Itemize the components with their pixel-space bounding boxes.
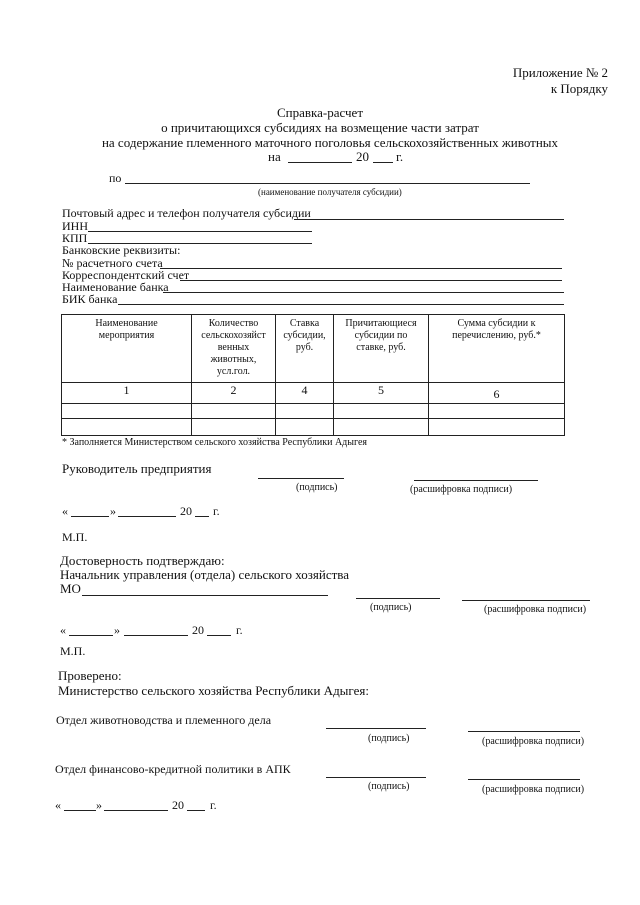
recipient-label: по: [109, 171, 122, 185]
table-cell[interactable]: [276, 419, 334, 436]
table-cell[interactable]: [62, 404, 192, 419]
column-number: 6: [429, 383, 565, 404]
period-year-blank[interactable]: [373, 162, 393, 163]
appendix-number: Приложение № 2: [512, 65, 608, 80]
head-date-year-blank[interactable]: [195, 516, 209, 517]
period-prefix: на: [268, 149, 281, 164]
column-number: 1: [62, 383, 192, 404]
dept1-decode-field[interactable]: [468, 731, 580, 732]
head-sign-caption: (подпись): [296, 482, 338, 493]
kpp-label: КПП: [62, 231, 88, 245]
column-number: 4: [276, 383, 334, 404]
confirmation-sign-caption: (подпись): [370, 602, 412, 613]
inn-label: ИНН: [62, 219, 88, 233]
head-date-month[interactable]: [118, 516, 176, 517]
checked-date-year-blank[interactable]: [187, 810, 205, 811]
checked-ministry: Министерство сельского хозяйства Республики Адыгея:: [58, 683, 369, 698]
confirmation-position: Начальник управления (отдела) сельского хозяйства: [60, 567, 350, 582]
corr-account-field[interactable]: [180, 280, 562, 281]
table-cell[interactable]: [429, 404, 565, 419]
table-cell[interactable]: [334, 419, 429, 436]
bank-name-field[interactable]: [163, 292, 564, 293]
account-field[interactable]: [160, 268, 562, 269]
confirmation-mo-field[interactable]: [82, 595, 328, 596]
checked-date-year: 20: [172, 798, 184, 812]
table-row: [62, 419, 565, 436]
period-blank[interactable]: [288, 162, 352, 163]
head-sign-field[interactable]: [258, 478, 344, 479]
dept1-sign-field[interactable]: [326, 728, 426, 729]
recipient-field[interactable]: [125, 183, 530, 184]
checked-date-day[interactable]: [64, 810, 96, 811]
confirmation-date-open: «: [60, 623, 66, 637]
dept1-sign-caption: (подпись): [368, 733, 410, 744]
table-header-row: [62, 315, 565, 383]
header-transfer-sum: Сумма субсидии к перечислению, руб.*: [429, 315, 565, 383]
head-date-open: «: [62, 504, 68, 518]
header-due-subsidy: Причитающиеся субсидии по ставке, руб.: [334, 315, 429, 383]
dept2-sign-caption: (подпись): [368, 781, 410, 792]
subsidy-table: [61, 314, 565, 436]
confirmation-label: Достоверность подтверждаю:: [60, 553, 225, 568]
recipient-caption: (наименование получателя субсидии): [258, 187, 402, 197]
dept2-decode-field[interactable]: [468, 779, 580, 780]
bik-label: БИК банка: [62, 292, 118, 306]
table-cell[interactable]: [276, 404, 334, 419]
table-cell[interactable]: [192, 419, 276, 436]
checked-date-close: »: [96, 798, 102, 812]
column-number: 2: [192, 383, 276, 404]
confirmation-decode-caption: (расшифровка подписи): [484, 604, 587, 615]
inn-field[interactable]: [88, 231, 312, 232]
dept1-decode-caption: (расшифровка подписи): [482, 736, 585, 747]
period-year: 20: [356, 149, 369, 164]
document-title: Справка-расчет: [276, 105, 364, 120]
confirmation-date-year: 20: [192, 623, 204, 637]
head-date-suffix: г.: [213, 504, 220, 518]
dept2-decode-caption: (расшифровка подписи): [482, 784, 585, 795]
document-subtitle-2: на содержание племенного маточного поголовья сельскохозяйственных животных: [101, 135, 559, 150]
checked-date-suffix: г.: [210, 798, 217, 812]
head-label: Руководитель предприятия: [62, 461, 212, 476]
table-cell[interactable]: [62, 419, 192, 436]
confirmation-date-month[interactable]: [124, 635, 188, 636]
table-number-row: [62, 383, 565, 404]
table-cell[interactable]: [334, 404, 429, 419]
confirmation-decode-field[interactable]: [462, 600, 590, 601]
checked-date-month[interactable]: [104, 810, 168, 811]
head-decode-field[interactable]: [414, 480, 538, 481]
address-field[interactable]: [294, 219, 564, 220]
appendix-reference: к Порядку: [550, 81, 608, 96]
dept1-label: Отдел животноводства и племенного дела: [56, 713, 272, 727]
bank-requisites-label: Банковские реквизиты:: [62, 243, 181, 257]
confirmation-mo: МО: [60, 581, 81, 596]
bik-field[interactable]: [118, 304, 564, 305]
dept2-sign-field[interactable]: [326, 777, 426, 778]
head-date-close: »: [110, 504, 116, 518]
checked-label: Проверено:: [58, 668, 122, 683]
confirmation-date-suffix: г.: [236, 623, 243, 637]
checked-date-open: «: [55, 798, 61, 812]
confirmation-stamp: М.П.: [60, 644, 86, 658]
footnote: * Заполняется Министерством сельского хозяйства Республики Адыгея: [62, 437, 367, 448]
head-decode-caption: (расшифровка подписи): [410, 484, 513, 495]
table-cell[interactable]: [192, 404, 276, 419]
header-event-name: Наименование мероприятия: [62, 315, 192, 383]
corr-account-label: Корреспондентский счет: [62, 268, 190, 282]
address-label: Почтовый адрес и телефон получателя субсидии: [62, 206, 311, 220]
period-suffix: г.: [396, 149, 404, 164]
header-animal-count: Количество сельскохозяйст венных животных, усл.гол.: [192, 315, 276, 383]
confirmation-sign-field[interactable]: [356, 598, 440, 599]
table-row: [62, 404, 565, 419]
head-stamp: М.П.: [62, 530, 88, 544]
head-date-day[interactable]: [71, 516, 109, 517]
confirmation-date-year-blank[interactable]: [207, 635, 231, 636]
header-subsidy-rate: Ставка субсидии, руб.: [276, 315, 334, 383]
confirmation-date-close: »: [114, 623, 120, 637]
confirmation-date-day[interactable]: [69, 635, 113, 636]
table-cell[interactable]: [429, 419, 565, 436]
head-date-year: 20: [180, 504, 192, 518]
account-label: № расчетного счета: [62, 256, 163, 270]
document-subtitle-1: о причитающихся субсидиях на возмещение части затрат: [161, 120, 479, 135]
dept2-label: Отдел финансово-кредитной политики в АПК: [55, 762, 291, 776]
bank-name-label: Наименование банка: [62, 280, 169, 294]
column-number: 5: [334, 383, 429, 404]
